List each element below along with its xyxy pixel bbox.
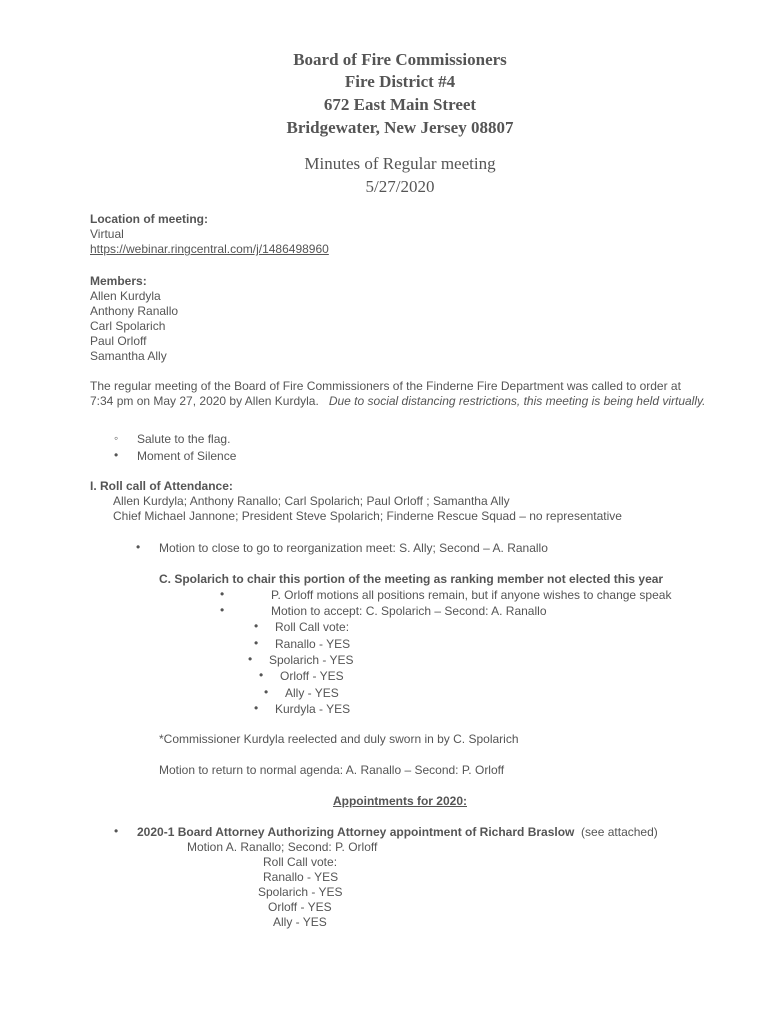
bullet-icon: • <box>259 668 264 682</box>
sworn-note: *Commissioner Kurdyla reelected and duly sworn in by C. Spolarich <box>159 732 519 746</box>
appointment-motion: Motion A. Ranallo; Second: P. Orloff <box>187 840 378 854</box>
minutes-title: Minutes of Regular meeting <box>304 154 496 173</box>
bullet-icon: • <box>254 636 259 650</box>
vote-line: Roll Call vote: <box>263 855 338 869</box>
members-label: Members: <box>90 274 147 288</box>
intro-line-2 <box>90 394 705 409</box>
bullet-icon: • <box>254 701 259 715</box>
reorg-motion: Motion to close to go to reorganization meet: S. Ally; Second – A. Ranallo <box>159 541 548 555</box>
vote-line: Spolarich - YES <box>269 653 354 667</box>
vote-line: Ally - YES <box>285 686 339 700</box>
vote-line: Spolarich - YES <box>258 885 343 899</box>
member-name: Carl Spolarich <box>90 319 166 333</box>
bullet-icon: • <box>220 603 225 617</box>
member-name: Allen Kurdyla <box>90 289 161 303</box>
appointment-title: 2020-1 Board Attorney Authorizing Attorney appointment of Richard Braslow <box>137 825 575 839</box>
bullet-icon: • <box>220 587 225 601</box>
appointment-item <box>137 825 658 840</box>
location-type: Virtual <box>90 227 124 241</box>
intro-virtual-note: Due to social distancing restrictions, this meeting is being held virtually. <box>328 394 706 408</box>
bullet-icon: • <box>114 448 119 462</box>
reorg-subitem: P. Orloff motions all positions remain, but if anyone wishes to change speak <box>271 588 672 602</box>
reorg-subitem: Motion to accept: C. Spolarich – Second: A. Ranallo <box>271 604 547 618</box>
vote-line: Ranallo - YES <box>275 637 351 651</box>
opening-item: Moment of Silence <box>137 449 237 463</box>
opening-item: Salute to the flag. <box>137 432 231 446</box>
vote-line: Ally - YES <box>273 915 327 929</box>
bullet-icon: • <box>264 685 269 699</box>
bullet-icon: • <box>254 619 259 633</box>
address-city: Bridgewater, New Jersey 08807 <box>286 118 514 137</box>
meeting-link[interactable]: https://webinar.ringcentral.com/j/1486498960 <box>90 242 329 256</box>
address-street: 672 East Main Street <box>323 95 477 114</box>
bullet-icon: • <box>136 540 141 554</box>
bullet-icon: ◦ <box>114 431 119 445</box>
location-label: Location of meeting: <box>90 212 208 226</box>
member-name: Samantha Ally <box>90 349 167 363</box>
intro-call-to-order: 7:34 pm on May 27, 2020 by Allen Kurdyla. <box>90 394 319 408</box>
roll-call-label: I. Roll call of Attendance: <box>90 479 233 493</box>
bullet-icon: • <box>248 652 253 666</box>
intro-line: The regular meeting of the Board of Fire Commissioners of the Finderne Fire Department was called to order at <box>90 379 681 393</box>
vote-line: Kurdyla - YES <box>275 702 351 716</box>
vote-line: Ranallo - YES <box>263 870 339 884</box>
vote-line: Orloff - YES <box>280 669 344 683</box>
return-motion: Motion to return to normal agenda: A. Ranallo – Second: P. Orloff <box>159 763 505 777</box>
vote-line: Roll Call vote: <box>275 620 350 634</box>
appointment-note: (see attached) <box>581 825 658 839</box>
member-name: Paul Orloff <box>90 334 147 348</box>
appointments-heading: Appointments for 2020: <box>332 794 467 808</box>
attendance-commissioners: Allen Kurdyla; Anthony Ranallo; Carl Spolarich; Paul Orloff ; Samantha Ally <box>113 494 510 508</box>
attendance-others: Chief Michael Jannone; President Steve Spolarich; Finderne Rescue Squad – no representative <box>113 509 622 523</box>
vote-line: Orloff - YES <box>268 900 332 914</box>
district-title: Fire District #4 <box>344 72 456 91</box>
chair-statement: C. Spolarich to chair this portion of the meeting as ranking member not elected this year <box>159 572 664 586</box>
bullet-icon: • <box>114 824 119 838</box>
org-title: Board of Fire Commissioners <box>293 50 507 69</box>
meeting-date: 5/27/2020 <box>365 177 435 196</box>
member-name: Anthony Ranallo <box>90 304 179 318</box>
